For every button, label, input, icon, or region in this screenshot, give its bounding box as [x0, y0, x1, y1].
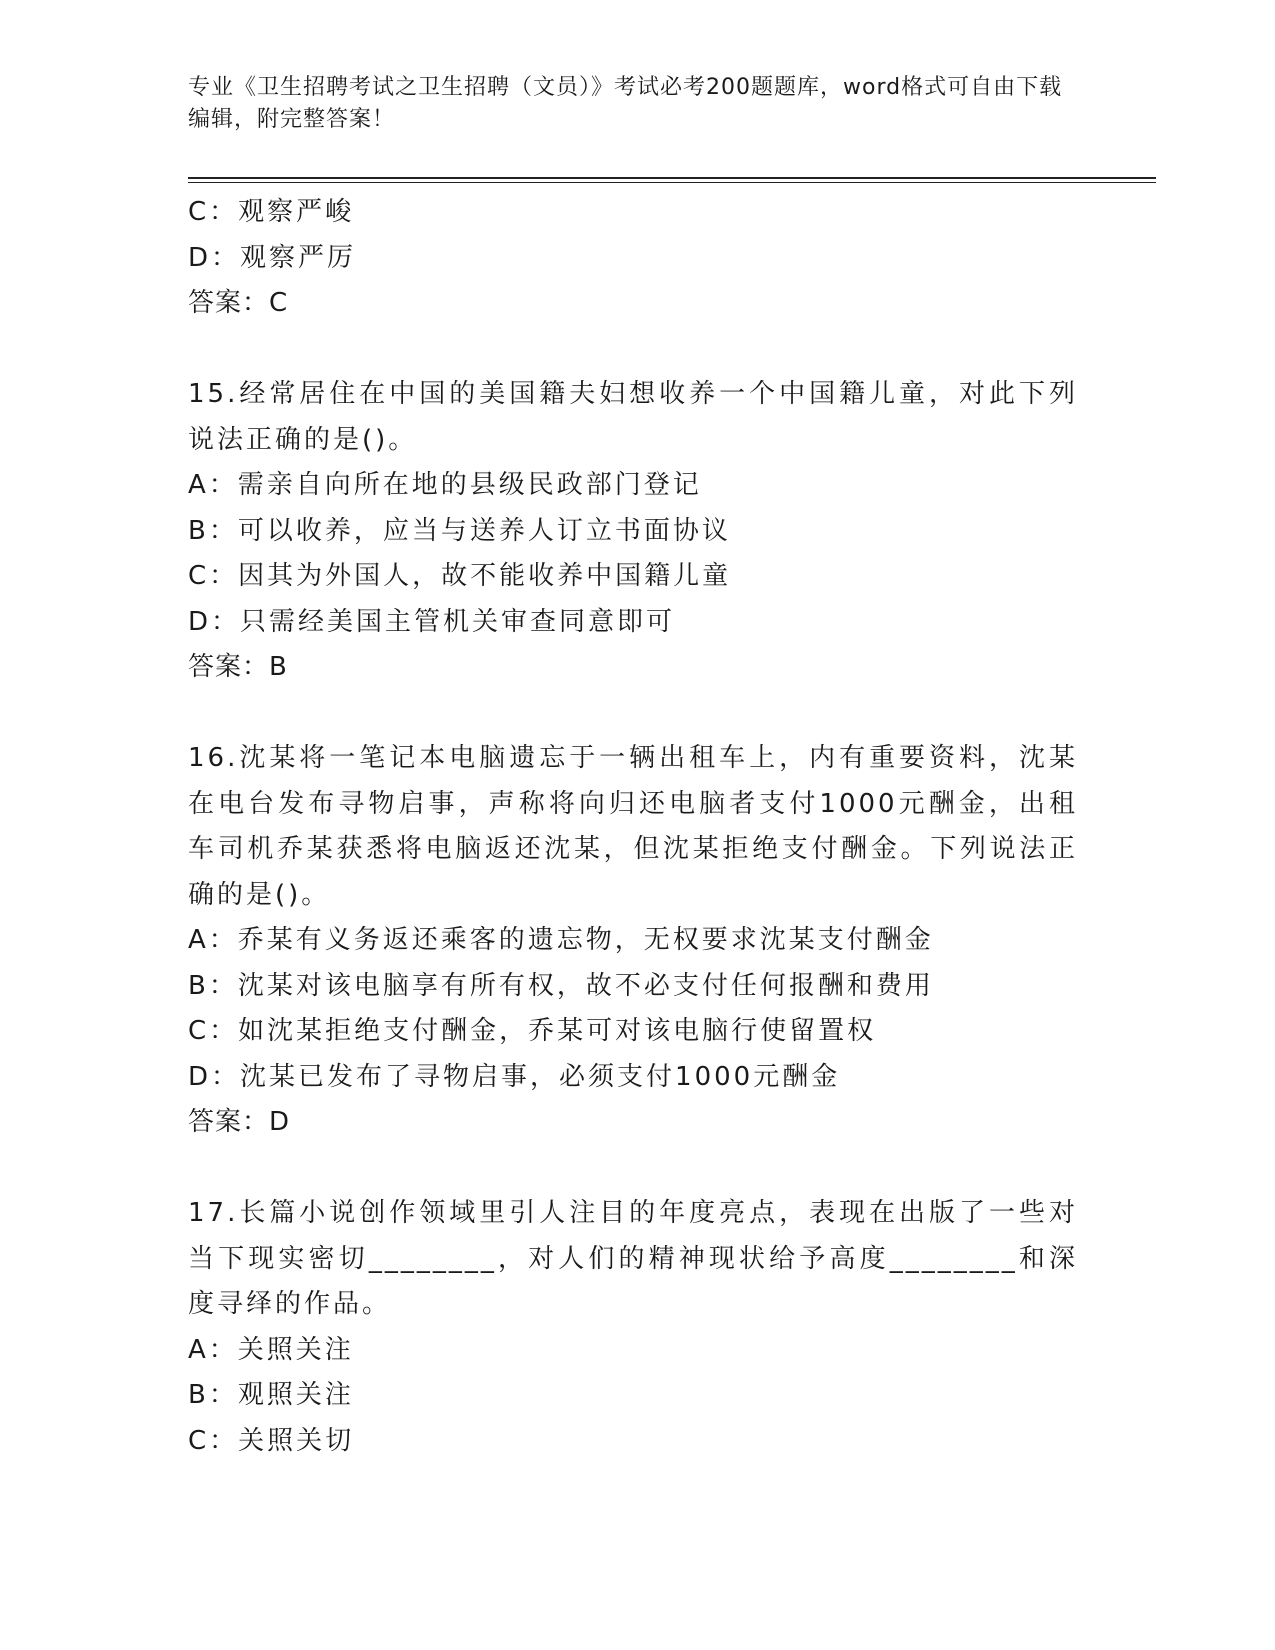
option-d: D：观察严厉 [188, 242, 357, 273]
header-rule-thin [188, 182, 1156, 183]
question-16: 16.沈某将一笔记本电脑遗忘于一辆出租车上，内有重要资料，沈某在电台发布寻物启事，声称将向归还电脑者支付1000元酬金，出租车司机乔某获悉将电脑返还沈某，但沈某拒绝支付酬金。下列说法正确的是()。 [188, 743, 1078, 910]
q15-option-b: B：可以收养，应当与送养人订立书面协议 [188, 515, 731, 546]
document-body [188, 190, 1078, 1464]
header-rule-thick [188, 177, 1156, 179]
q16-answer: 答案：D [188, 1107, 291, 1137]
question-15: 15.经常居住在中国的美国籍夫妇想收养一个中国籍儿童，对此下列说法正确的是()。 [188, 379, 1078, 455]
answer: 答案：C [188, 288, 289, 318]
q15-option-a: A：需亲自向所在地的县级民政部门登记 [188, 470, 702, 500]
q17-option-c: C：关照关切 [188, 1425, 355, 1456]
q16-option-a: A：乔某有义务返还乘客的遗忘物，无权要求沈某支付酬金 [188, 925, 934, 955]
spacer [188, 691, 1078, 737]
q15-option-c: C：因其为外国人，故不能收养中国籍儿童 [188, 561, 732, 591]
q16-option-d: D：沈某已发布了寻物启事，必须支付1000元酬金 [188, 1061, 841, 1092]
option-c: C：观察严峻 [188, 197, 355, 227]
question-17: 17.长篇小说创作领域里引人注目的年度亮点，表现在出版了一些对当下现实密切________，对人们的精神现状给予高度________和深度寻绎的作品。 [188, 1198, 1078, 1319]
q17-option-a: A：关照关注 [188, 1334, 354, 1365]
spacer [188, 327, 1078, 373]
q17-option-b: B：观照关注 [188, 1380, 354, 1410]
q16-option-c: C：如沈某拒绝支付酬金，乔某可对该电脑行使留置权 [188, 1016, 877, 1046]
q16-option-b: B：沈某对该电脑享有所有权，故不必支付任何报酬和费用 [188, 970, 934, 1001]
q15-option-d: D：只需经美国主管机关审查同意即可 [188, 606, 676, 637]
q15-answer: 答案：B [188, 652, 288, 682]
document-header: 专业《卫生招聘考试之卫生招聘（文员）》考试必考200题题库，word格式可自由下载编辑，附完整答案！ [188, 75, 1063, 132]
spacer [188, 1146, 1078, 1192]
